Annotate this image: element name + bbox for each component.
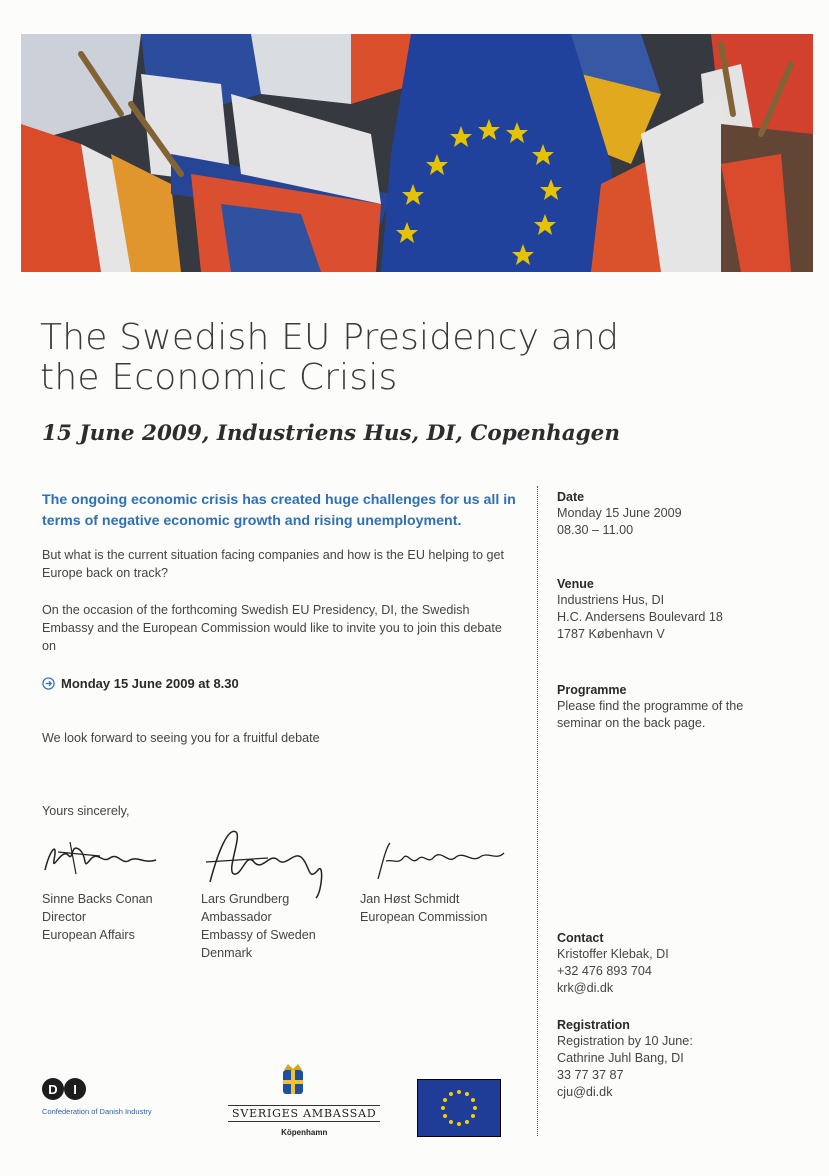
registration-deadline: Registration by 10 June: (557, 1034, 693, 1048)
signatory-1 (42, 890, 153, 944)
sweden-logo-name: SVERIGES AMBASSAD (228, 1105, 380, 1122)
signatory-2-country: Denmark (201, 946, 253, 960)
swedish-embassy-logo (228, 1060, 380, 1137)
contact-name: Kristoffer Klebak, DI (557, 947, 669, 961)
registration-phone: 33 77 37 87 (557, 1068, 624, 1082)
programme-line-1: Please find the programme of the (557, 699, 744, 713)
page-title: The Swedish EU Presidency and the Economic Crisis (40, 317, 620, 398)
venue-line-1: Industriens Hus, DI (557, 593, 665, 607)
date-line-2: 08.30 – 11.00 (557, 523, 634, 537)
signatory-2-name: Lars Grundberg (201, 892, 290, 906)
signatory-3 (360, 890, 487, 926)
lead-paragraph: The ongoing economic crisis has created huge challenges for us all in terms of negative economic growth and rising unemployment. (42, 492, 516, 529)
signatory-3-name: Jan Høst Schmidt (360, 892, 460, 906)
eu-flag-logo (417, 1079, 501, 1137)
signatory-2-title: Ambassador (201, 910, 272, 924)
body-paragraph-3: We look forward to seeing you for a fruitful debate (42, 731, 320, 745)
sidebar-date (557, 490, 797, 539)
signature-jan-host-schmidt (368, 835, 518, 885)
venue-line-3: 1787 København V (557, 627, 665, 641)
event-datetime-text: Monday 15 June 2009 at 8.30 (61, 676, 239, 691)
flags-photo (21, 34, 813, 272)
sidebar-contact (557, 931, 797, 997)
venue-heading: Venue (557, 577, 594, 591)
body-paragraph-1: But what is the current situation facing companies and how is the EU helping to get Europe back on track? (42, 548, 505, 580)
signature-sinne-backs-conan (40, 830, 170, 880)
registration-contact-name: Cathrine Juhl Bang, DI (557, 1051, 684, 1065)
signatory-2-org: Embassy of Sweden (201, 928, 316, 942)
sidebar-venue (557, 577, 797, 643)
venue-line-2: H.C. Andersens Boulevard 18 (557, 610, 723, 624)
contact-heading: Contact (557, 931, 604, 945)
programme-heading: Programme (557, 683, 627, 697)
date-line-1: Monday 15 June 2009 (557, 506, 682, 520)
signatory-3-org: European Commission (360, 910, 488, 924)
event-subtitle: 15 June 2009, Industriens Hus, DI, Copenhagen (42, 421, 620, 446)
signatory-1-title: Director (42, 910, 87, 924)
signatory-1-name: Sinne Backs Conan (42, 892, 153, 906)
date-heading: Date (557, 490, 585, 504)
sidebar-programme (557, 683, 797, 732)
signatory-1-dept: European Affairs (42, 928, 135, 942)
registration-email: cju@di.dk (557, 1085, 613, 1099)
sidebar-registration (557, 1018, 797, 1101)
swedish-crown-emblem-icon (228, 1060, 358, 1100)
body-paragraph-2: On the occasion of the forthcoming Swedish EU Presidency, DI, the Swedish Embassy and the European Commission would like to invite you to join this debate on (42, 603, 502, 653)
di-logo-letter-i: I (64, 1078, 86, 1100)
eu-stars-icon (418, 1080, 500, 1136)
di-logo-caption: Confederation of Danish Industry (42, 1107, 152, 1116)
registration-heading: Registration (557, 1018, 630, 1032)
programme-line-2: seminar on the back page. (557, 716, 706, 730)
contact-phone: +32 476 893 704 (557, 964, 652, 978)
event-datetime-callout (42, 676, 239, 691)
di-logo (42, 1078, 152, 1116)
signatory-2 (201, 890, 316, 962)
contact-email: krk@di.dk (557, 981, 614, 995)
closing-salutation: Yours sincerely, (42, 804, 130, 818)
sweden-logo-city: Köpenhamn (281, 1128, 328, 1137)
column-divider (537, 486, 538, 1136)
arrow-circle-icon (42, 677, 55, 690)
di-logo-letter-d: D (42, 1078, 64, 1100)
